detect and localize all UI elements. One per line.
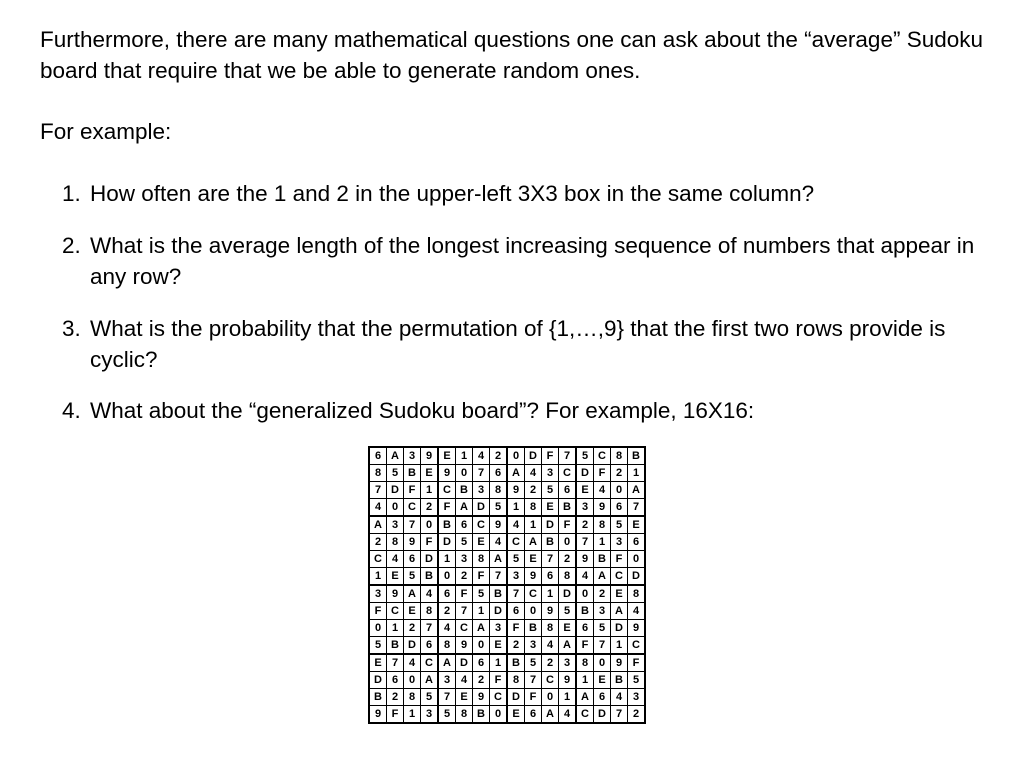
grid-cell: A — [525, 534, 542, 551]
grid-cell: 5 — [507, 551, 525, 568]
grid-cell: C — [507, 534, 525, 551]
grid-cell: 2 — [542, 654, 559, 672]
grid-row — [369, 603, 645, 620]
grid-cell: C — [576, 706, 594, 724]
grid-cell: 8 — [507, 672, 525, 689]
grid-cell: 3 — [369, 585, 387, 603]
grid-cell: 7 — [387, 654, 404, 672]
grid-cell: 3 — [525, 637, 542, 655]
grid-cell: 0 — [473, 637, 490, 655]
grid-cell: B — [438, 516, 456, 534]
grid-cell: 3 — [456, 551, 473, 568]
grid-cell: B — [525, 620, 542, 637]
grid-cell: 3 — [404, 447, 421, 465]
grid-cell: E — [525, 551, 542, 568]
grid-cell: 5 — [611, 516, 628, 534]
grid-cell: 5 — [490, 499, 508, 517]
question-item — [62, 395, 982, 426]
grid-cell: F — [387, 706, 404, 724]
grid-cell: 9 — [421, 447, 439, 465]
grid-cell: E — [628, 516, 646, 534]
grid-cell: 4 — [473, 447, 490, 465]
grid-cell: 5 — [404, 568, 421, 586]
grid-cell: 6 — [456, 516, 473, 534]
question-list — [62, 178, 982, 447]
grid-cell: C — [611, 568, 628, 586]
grid-cell: 7 — [628, 499, 646, 517]
grid-cell: 5 — [369, 637, 387, 655]
grid-cell: 2 — [369, 534, 387, 551]
grid-cell: D — [490, 603, 508, 620]
grid-cell: 3 — [594, 603, 611, 620]
grid-cell: C — [525, 585, 542, 603]
grid-row — [369, 689, 645, 706]
grid-cell: 8 — [473, 551, 490, 568]
grid-cell: D — [611, 620, 628, 637]
grid-cell: C — [404, 499, 421, 517]
grid-cell: 7 — [594, 637, 611, 655]
grid-cell: 3 — [611, 534, 628, 551]
grid-cell: 5 — [438, 706, 456, 724]
grid-cell: 1 — [387, 620, 404, 637]
question-text: What is the average length of the longest increasing sequence of numbers that appear in any row? — [90, 233, 975, 289]
grid-cell: E — [438, 447, 456, 465]
grid-cell: 5 — [559, 603, 577, 620]
question-number: 2. — [62, 233, 81, 258]
grid-cell: 0 — [456, 465, 473, 482]
grid-cell: 8 — [525, 499, 542, 517]
grid-cell: 1 — [542, 585, 559, 603]
grid-cell: 4 — [525, 465, 542, 482]
grid-cell: B — [628, 447, 646, 465]
grid-row — [369, 568, 645, 586]
grid-cell: D — [628, 568, 646, 586]
grid-cell: A — [456, 499, 473, 517]
grid-cell: 6 — [559, 482, 577, 499]
grid-cell: 4 — [387, 551, 404, 568]
grid-cell: 7 — [438, 689, 456, 706]
grid-row — [369, 585, 645, 603]
grid-cell: 1 — [490, 654, 508, 672]
grid-cell: D — [421, 551, 439, 568]
grid-cell: E — [421, 465, 439, 482]
grid-cell: 6 — [490, 465, 508, 482]
grid-cell: A — [404, 585, 421, 603]
grid-cell: 2 — [421, 499, 439, 517]
grid-cell: F — [490, 672, 508, 689]
grid-cell: 9 — [404, 534, 421, 551]
grid-cell: 0 — [628, 551, 646, 568]
grid-cell: 9 — [473, 689, 490, 706]
grid-cell: 3 — [628, 689, 646, 706]
grid-cell: D — [387, 482, 404, 499]
grid-cell: 4 — [594, 482, 611, 499]
grid-cell: 0 — [404, 672, 421, 689]
grid-cell: B — [542, 534, 559, 551]
grid-cell: A — [369, 516, 387, 534]
grid-cell: 9 — [525, 568, 542, 586]
grid-cell: 7 — [611, 706, 628, 724]
grid-cell: B — [594, 551, 611, 568]
grid-cell: 4 — [611, 689, 628, 706]
grid-cell: D — [576, 465, 594, 482]
grid-cell: 4 — [438, 620, 456, 637]
grid-cell: 4 — [542, 637, 559, 655]
question-number: 4. — [62, 398, 81, 423]
grid-cell: 4 — [576, 568, 594, 586]
grid-cell: D — [507, 689, 525, 706]
grid-cell: 0 — [576, 585, 594, 603]
grid-cell: A — [594, 568, 611, 586]
grid-cell: F — [576, 637, 594, 655]
grid-cell: 1 — [611, 637, 628, 655]
grid-cell: 0 — [369, 620, 387, 637]
grid-cell: 3 — [387, 516, 404, 534]
question-number: 3. — [62, 316, 81, 341]
grid-row — [369, 706, 645, 724]
grid-row — [369, 516, 645, 534]
grid-cell: E — [594, 672, 611, 689]
grid-row — [369, 534, 645, 551]
grid-cell: 6 — [525, 706, 542, 724]
grid-cell: 9 — [628, 620, 646, 637]
grid-cell: 6 — [421, 637, 439, 655]
grid-cell: B — [490, 585, 508, 603]
grid-cell: 6 — [611, 499, 628, 517]
grid-cell: A — [576, 689, 594, 706]
grid-cell: 5 — [525, 654, 542, 672]
grid-cell: B — [404, 465, 421, 482]
grid-cell: 4 — [369, 499, 387, 517]
grid-cell: 0 — [421, 516, 439, 534]
grid-cell: 1 — [559, 689, 577, 706]
grid-cell: 8 — [576, 654, 594, 672]
grid-cell: 8 — [490, 482, 508, 499]
grid-cell: A — [473, 620, 490, 637]
grid-cell: 0 — [542, 689, 559, 706]
grid-cell: A — [628, 482, 646, 499]
grid-cell: 6 — [387, 672, 404, 689]
grid-cell: 9 — [490, 516, 508, 534]
grid-cell: C — [369, 551, 387, 568]
grid-cell: 1 — [507, 499, 525, 517]
grid-cell: 4 — [404, 654, 421, 672]
grid-cell: C — [421, 654, 439, 672]
grid-cell: 2 — [576, 516, 594, 534]
grid-cell: 7 — [490, 568, 508, 586]
grid-cell: 0 — [387, 499, 404, 517]
grid-cell: C — [594, 447, 611, 465]
grid-cell: 1 — [438, 551, 456, 568]
grid-cell: A — [542, 706, 559, 724]
grid-row — [369, 447, 645, 465]
grid-cell: D — [542, 516, 559, 534]
grid-cell: 4 — [559, 706, 577, 724]
grid-cell: 9 — [456, 637, 473, 655]
grid-cell: B — [456, 482, 473, 499]
grid-cell: 6 — [369, 447, 387, 465]
grid-cell: 0 — [611, 482, 628, 499]
grid-cell: C — [456, 620, 473, 637]
grid-cell: 5 — [594, 620, 611, 637]
grid-cell: 8 — [559, 568, 577, 586]
grid-cell: 3 — [542, 465, 559, 482]
grid-cell: 7 — [473, 465, 490, 482]
grid-cell: 1 — [473, 603, 490, 620]
question-item — [62, 313, 982, 375]
grid-cell: 7 — [369, 482, 387, 499]
grid-cell: 2 — [507, 637, 525, 655]
grid-cell: B — [369, 689, 387, 706]
grid-cell: 6 — [628, 534, 646, 551]
grid-cell: A — [490, 551, 508, 568]
for-example-label: For example: — [40, 119, 172, 144]
question-number: 1. — [62, 181, 81, 206]
grid-cell: 2 — [594, 585, 611, 603]
grid-cell: C — [628, 637, 646, 655]
grid-cell: F — [438, 499, 456, 517]
grid-cell: 9 — [611, 654, 628, 672]
grid-cell: B — [387, 637, 404, 655]
grid-cell: 7 — [525, 672, 542, 689]
grid-cell: D — [525, 447, 542, 465]
grid-cell: 3 — [490, 620, 508, 637]
grid-cell: 7 — [559, 447, 577, 465]
grid-cell: F — [611, 551, 628, 568]
grid-cell: 2 — [456, 568, 473, 586]
grid-cell: 3 — [576, 499, 594, 517]
grid-cell: A — [421, 672, 439, 689]
grid-cell: 4 — [421, 585, 439, 603]
grid-cell: E — [507, 706, 525, 724]
grid-cell: D — [404, 637, 421, 655]
grid-cell: 5 — [542, 482, 559, 499]
grid-cell: B — [611, 672, 628, 689]
grid-cell: 8 — [404, 689, 421, 706]
grid-cell: 5 — [576, 447, 594, 465]
grid-cell: 3 — [421, 706, 439, 724]
grid-cell: 4 — [456, 672, 473, 689]
grid-cell: C — [387, 603, 404, 620]
grid-cell: A — [438, 654, 456, 672]
grid-row — [369, 672, 645, 689]
grid-cell: 2 — [559, 551, 577, 568]
grid-cell: 8 — [421, 603, 439, 620]
grid-cell: 9 — [507, 482, 525, 499]
grid-cell: D — [594, 706, 611, 724]
grid-cell: 8 — [438, 637, 456, 655]
grid-cell: 7 — [542, 551, 559, 568]
grid-cell: 1 — [576, 672, 594, 689]
grid-cell: 1 — [421, 482, 439, 499]
grid-cell: 6 — [507, 603, 525, 620]
intro-paragraph: Furthermore, there are many mathematical questions one can ask about the “average” Sudoku board that require that we be able to generate random ones. — [40, 27, 984, 83]
grid-cell: 0 — [507, 447, 525, 465]
grid-cell: 5 — [421, 689, 439, 706]
grid-cell: C — [490, 689, 508, 706]
grid-cell: F — [542, 447, 559, 465]
grid-cell: 9 — [559, 672, 577, 689]
grid-cell: 7 — [404, 516, 421, 534]
grid-cell: 6 — [438, 585, 456, 603]
grid-cell: 6 — [576, 620, 594, 637]
grid-cell: B — [421, 568, 439, 586]
grid-cell: 9 — [576, 551, 594, 568]
grid-cell: D — [559, 585, 577, 603]
grid-cell: E — [369, 654, 387, 672]
grid-cell: F — [369, 603, 387, 620]
grid-cell: C — [473, 516, 490, 534]
grid-row — [369, 499, 645, 517]
grid-cell: E — [404, 603, 421, 620]
grid-cell: 1 — [628, 465, 646, 482]
grid-cell: B — [507, 654, 525, 672]
grid-cell: 6 — [473, 654, 490, 672]
grid-cell: A — [559, 637, 577, 655]
grid-cell: 2 — [490, 447, 508, 465]
grid-cell: E — [542, 499, 559, 517]
grid-cell: F — [507, 620, 525, 637]
grid-cell: C — [559, 465, 577, 482]
grid-cell: 8 — [628, 585, 646, 603]
grid-row — [369, 620, 645, 637]
grid-cell: B — [473, 706, 490, 724]
grid-cell: 9 — [542, 603, 559, 620]
grid-row — [369, 551, 645, 568]
grid-cell: 2 — [438, 603, 456, 620]
grid-cell: F — [628, 654, 646, 672]
grid-row — [369, 654, 645, 672]
grid-cell: 0 — [525, 603, 542, 620]
grid-cell: 9 — [369, 706, 387, 724]
grid-cell: 5 — [628, 672, 646, 689]
grid-cell: 8 — [542, 620, 559, 637]
grid-cell: 2 — [611, 465, 628, 482]
grid-cell: 2 — [525, 482, 542, 499]
grid-cell: F — [594, 465, 611, 482]
grid-cell: 7 — [421, 620, 439, 637]
grid-cell: 9 — [594, 499, 611, 517]
question-text: What is the probability that the permutation of {1,…,9} that the first two rows provide is cyclic? — [90, 316, 946, 372]
grid-cell: 4 — [507, 516, 525, 534]
sudoku-grid-container — [368, 446, 646, 724]
grid-cell: E — [576, 482, 594, 499]
grid-cell: 1 — [369, 568, 387, 586]
grid-cell: 8 — [456, 706, 473, 724]
grid-cell: 6 — [542, 568, 559, 586]
grid-cell: 7 — [456, 603, 473, 620]
grid-cell: 0 — [594, 654, 611, 672]
grid-cell: E — [387, 568, 404, 586]
grid-cell: E — [559, 620, 577, 637]
grid-cell: 7 — [576, 534, 594, 551]
grid-cell: 4 — [490, 534, 508, 551]
grid-cell: F — [525, 689, 542, 706]
grid-cell: B — [576, 603, 594, 620]
grid-cell: 3 — [438, 672, 456, 689]
question-item — [62, 230, 982, 292]
grid-cell: 9 — [387, 585, 404, 603]
grid-cell: E — [490, 637, 508, 655]
grid-cell: 1 — [594, 534, 611, 551]
grid-cell: 6 — [594, 689, 611, 706]
grid-cell: E — [473, 534, 490, 551]
grid-cell: C — [542, 672, 559, 689]
grid-cell: F — [421, 534, 439, 551]
grid-cell: 5 — [473, 585, 490, 603]
grid-cell: 9 — [438, 465, 456, 482]
grid-cell: 0 — [559, 534, 577, 551]
grid-row — [369, 465, 645, 482]
grid-cell: 3 — [507, 568, 525, 586]
question-text: What about the “generalized Sudoku board”? For example, 16X16: — [90, 398, 755, 423]
question-text: How often are the 1 and 2 in the upper-left 3X3 box in the same column? — [90, 181, 815, 206]
question-item — [62, 178, 982, 209]
grid-row — [369, 637, 645, 655]
grid-cell: 2 — [404, 620, 421, 637]
grid-cell: A — [611, 603, 628, 620]
grid-cell: 7 — [507, 585, 525, 603]
grid-cell: A — [387, 447, 404, 465]
grid-cell: D — [438, 534, 456, 551]
grid-cell: 8 — [611, 447, 628, 465]
grid-cell: E — [611, 585, 628, 603]
grid-cell: 2 — [473, 672, 490, 689]
grid-row — [369, 482, 645, 499]
grid-cell: 3 — [473, 482, 490, 499]
grid-cell: 8 — [594, 516, 611, 534]
grid-cell: 0 — [438, 568, 456, 586]
grid-cell: C — [438, 482, 456, 499]
grid-cell: 2 — [628, 706, 646, 724]
grid-cell: 8 — [387, 534, 404, 551]
grid-cell: 2 — [387, 689, 404, 706]
grid-cell: 0 — [490, 706, 508, 724]
grid-cell: F — [473, 568, 490, 586]
grid-cell: D — [473, 499, 490, 517]
grid-cell: 1 — [456, 447, 473, 465]
grid-cell: 4 — [628, 603, 646, 620]
grid-cell: A — [507, 465, 525, 482]
grid-cell: D — [456, 654, 473, 672]
grid-cell: 1 — [404, 706, 421, 724]
grid-cell: 3 — [559, 654, 577, 672]
grid-cell: 6 — [404, 551, 421, 568]
grid-cell: F — [559, 516, 577, 534]
grid-cell: 5 — [456, 534, 473, 551]
grid-cell: F — [404, 482, 421, 499]
grid-cell: B — [559, 499, 577, 517]
grid-cell: D — [369, 672, 387, 689]
grid-cell: E — [456, 689, 473, 706]
grid-cell: 8 — [369, 465, 387, 482]
grid-cell: F — [456, 585, 473, 603]
grid-cell: 1 — [525, 516, 542, 534]
sudoku-16x16-grid — [368, 446, 646, 724]
grid-cell: 5 — [387, 465, 404, 482]
